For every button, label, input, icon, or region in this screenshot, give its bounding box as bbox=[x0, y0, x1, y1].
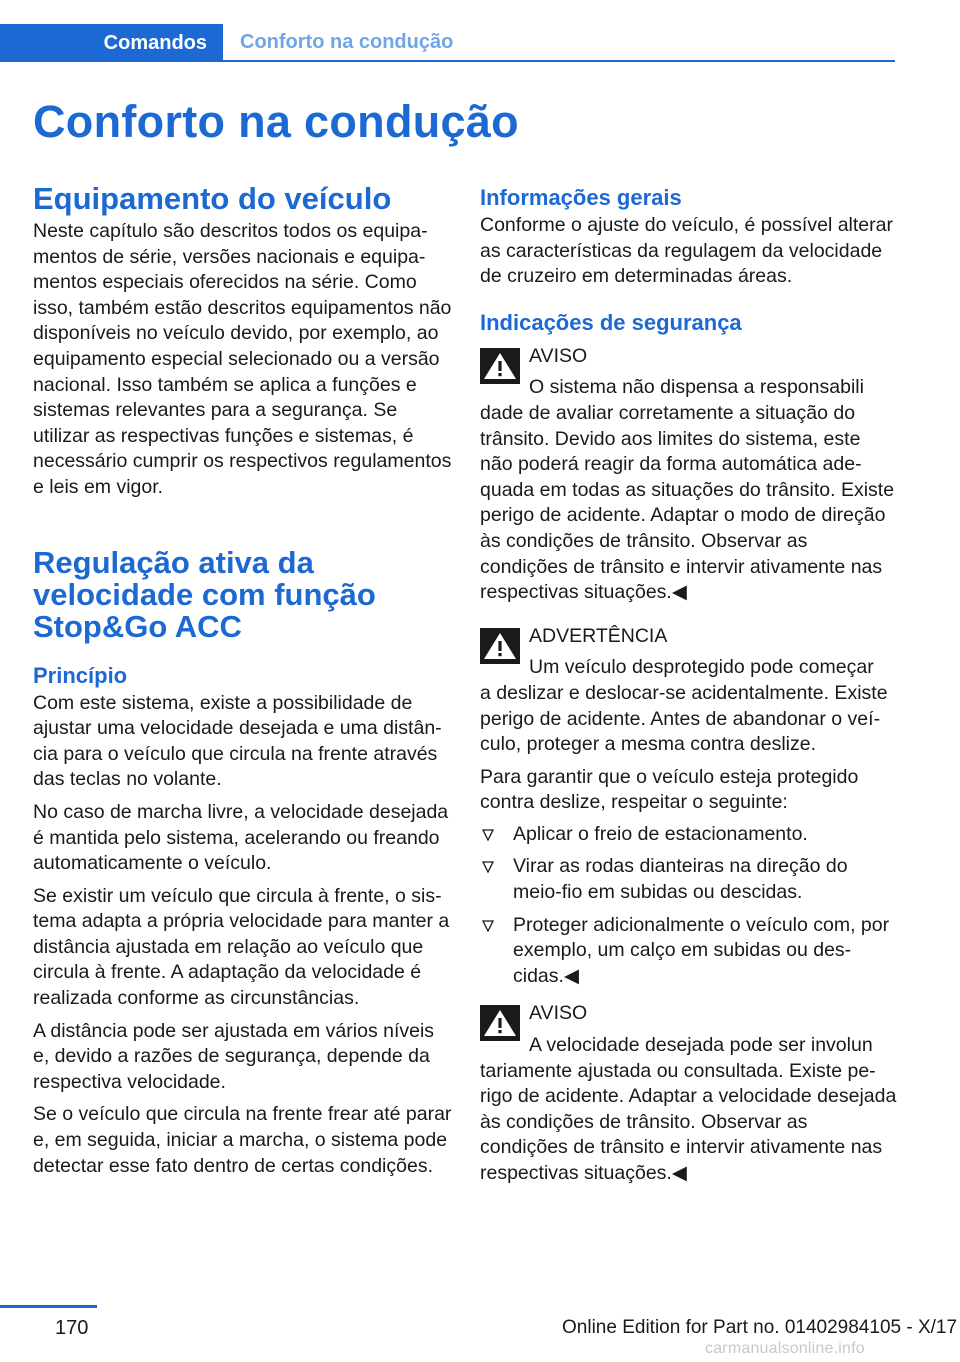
footer-rule bbox=[0, 1305, 97, 1308]
tab-conforto-na-conducao[interactable]: Conforto na condução bbox=[240, 30, 454, 53]
warning-text-first: A velocidade desejada pode ser involun bbox=[529, 1034, 873, 1057]
list-item bbox=[480, 913, 898, 990]
watermark: carmanualsonline.info bbox=[705, 1340, 865, 1357]
heading-equipamento: Equipamento do veículo bbox=[33, 181, 392, 216]
paragraph-principio-3: Se existir um veículo que circula à frente, o sistema adapta a própria velocidade para manter a distância ajustada em relação ao veículo que circula à frente. A adaptação da velocidade é realizada conforme as circunstâncias. bbox=[33, 884, 450, 1010]
warning-triangle-icon bbox=[480, 348, 520, 384]
warning-title: AVISO bbox=[529, 344, 588, 367]
paragraph-principio-1: Com este sistema, existe a possibilidade de ajustar uma velocidade desejada e uma distância para o veículo que circula na frente através das teclas no volante. bbox=[33, 691, 442, 791]
paragraph-principio-2: No caso de marcha livre, a velocidade desejada é mantida pelo sistema, acelerando ou freando automaticamente o veículo. bbox=[33, 800, 449, 875]
warning-triangle-icon bbox=[480, 628, 520, 664]
page-header bbox=[0, 24, 895, 62]
warning-aviso-2 bbox=[480, 1001, 898, 1186]
paragraph-principio-5: Se o veículo que circula na frente frear até parar e, em seguida, iniciar a marcha, o sistema pode detectar esse fato dentro de certas condições. bbox=[33, 1103, 452, 1177]
triangle-bullet-icon bbox=[482, 861, 494, 873]
page-number: 170 bbox=[55, 1317, 89, 1339]
warning-aviso-1 bbox=[480, 344, 898, 606]
paragraph-garantir: Para garantir que o veículo esteja protegido contra deslize, respeitar o seguinte: bbox=[480, 765, 859, 814]
edition-note: Online Edition for Part no. 01402984105 - X/17 bbox=[562, 1317, 958, 1338]
list-item-text: Virar as rodas dianteiras na direção do meio-fio em subidas ou descidas. bbox=[513, 855, 848, 904]
warning-text-first: Um veículo desprotegido pode começar bbox=[529, 656, 874, 679]
header-rule bbox=[0, 60, 895, 62]
heading-principio: Princípio bbox=[33, 662, 128, 688]
warning-text-first: O sistema não dispensa a responsabili bbox=[529, 376, 864, 399]
paragraph-equipamento: Neste capítulo são descritos todos os equipamentos de série, versões nacionais e equipamentos especiais oferecidos na série. Como isso, também estão descritos equipamentos não disponíveis no veículo devido, por exemplo, ao equipamento especial selecionado ou a versão nacional. Isso também se aplica a funções e sistemas relevantes para a segurança. Se utilizar as respectivas funções e sistemas, é necessário cumprir os respectivos regulamentos e leis em vigor. bbox=[33, 220, 452, 498]
paragraph-principio-4: A distância pode ser ajustada em vários níveis e, devido a razões de segurança, depende da respectiva velocidade. bbox=[33, 1019, 435, 1093]
triangle-bullet-icon bbox=[482, 920, 494, 932]
warning-title: AVISO bbox=[529, 1002, 588, 1025]
warning-advertencia bbox=[480, 624, 898, 758]
paragraph-informacoes: Conforme o ajuste do veículo, é possível alterar as características da regulagem da velocidade de cruzeiro em determinadas áreas. bbox=[480, 214, 893, 288]
left-column bbox=[33, 183, 453, 1179]
page-title: Conforto na condução bbox=[33, 96, 519, 147]
list-item-text: Proteger adicionalmente o veículo com, por exemplo, um calço em subidas ou descidas.◀ bbox=[513, 913, 890, 987]
warning-triangle-icon bbox=[480, 1005, 520, 1041]
tab-comandos[interactable]: Comandos bbox=[0, 24, 223, 62]
heading-informacoes-gerais: Informações gerais bbox=[480, 185, 682, 210]
triangle-bullet-icon bbox=[482, 829, 494, 841]
list-item bbox=[480, 854, 898, 905]
warning-text-rest: dade de avaliar corretamente a situação do trânsito. Devido aos limites do sistema, este não poderá reagir da forma automática adequada em todas as situações do trânsito. Existe perigo de acidente. Adaptar o modo de direção às condições de trânsito. Observar as condições de trânsito e intervir ativamente nas respectivas situações.◀ bbox=[480, 401, 895, 604]
heading-acc: Regulação ativa da velocidade com função Stop&Go ACC bbox=[33, 544, 376, 644]
heading-indicacoes-seguranca: Indicações de segurança bbox=[480, 309, 742, 335]
bullet-list bbox=[480, 822, 898, 990]
warning-text-rest: a deslizar e deslocar-se acidentalmente. Existe perigo de acidente. Antes de abandonar o veículo, proteger a mesma contra deslize. bbox=[480, 681, 888, 756]
warning-text-rest: tariamente ajustada ou consultada. Existe perigo de acidente. Adaptar a velocidade desejada às condições de trânsito. Observar as condições de trânsito e intervir ativamente nas respectivas situações.◀ bbox=[480, 1059, 897, 1184]
list-item-text: Aplicar o freio de estacionamento. bbox=[513, 822, 808, 845]
warning-title: ADVERTÊNCIA bbox=[529, 624, 668, 647]
right-column bbox=[480, 183, 898, 1187]
list-item bbox=[480, 822, 898, 848]
